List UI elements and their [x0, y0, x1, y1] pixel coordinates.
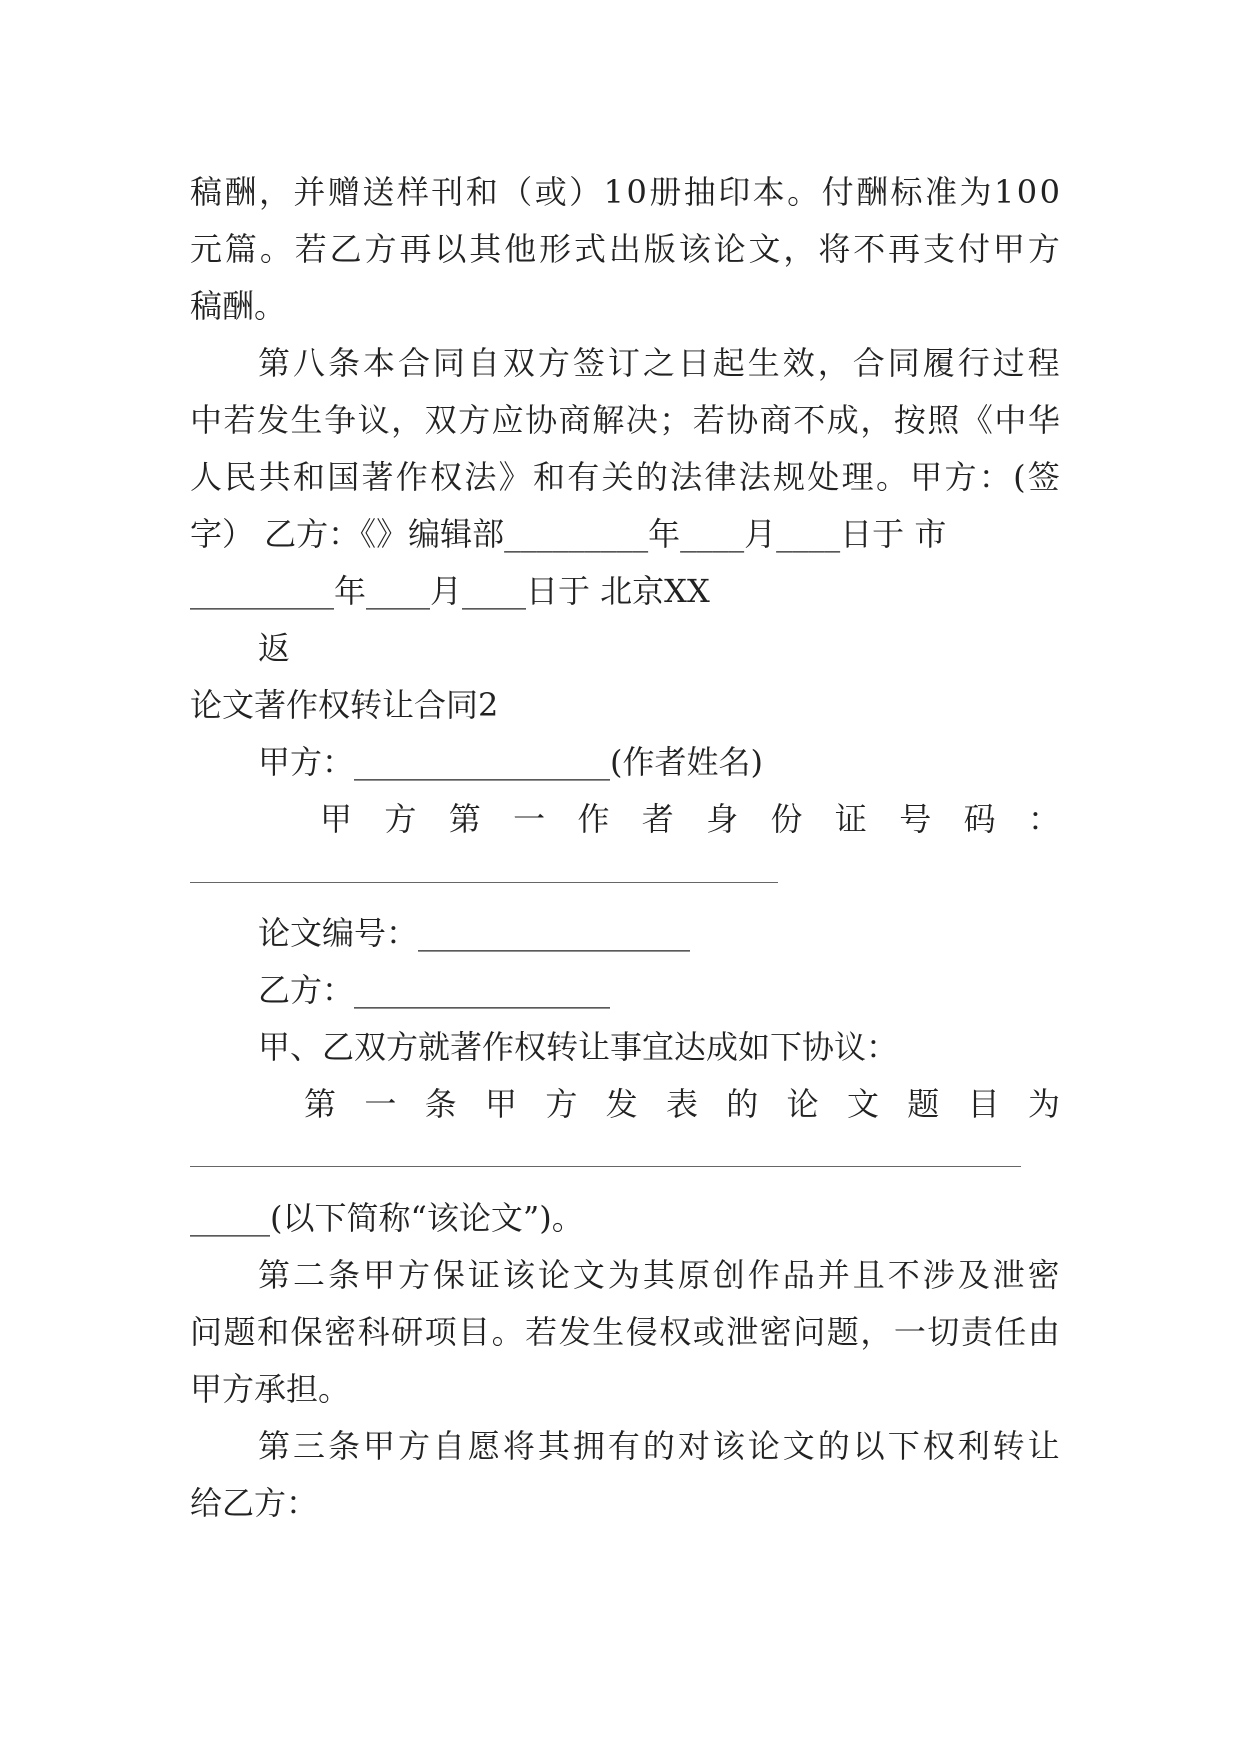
text-line-1: 稿 酬 ， 并 赠 送 样 刊 和 （ 或 ） 1 0 册 抽 印 本 。 付 酬 标 准 为 1 0 0 — [190, 173, 1060, 211]
party-a-field: 甲方：________________(作者姓名) — [258, 743, 763, 781]
article-2-line-1: 第 二 条 甲 方 保 证 该 论 文 为 其 原 创 作 品 并 且 不 涉 及 泄 密 — [258, 1256, 1060, 1294]
agreement-intro: 甲、乙双方就著作权转让事宜达成如下协议： — [258, 1028, 899, 1066]
id-number-blank — [190, 882, 778, 883]
signature-line-1: 字） 乙方：《》编辑部_________年____月____日于 市 — [190, 515, 947, 553]
article-8-line-1: 第 八 条 本 合 同 自 双 方 签 订 之 日 起 生 效 ， 合 同 履 行 过 程 — [258, 344, 1060, 382]
party-b-field: 乙方：________________ — [258, 971, 611, 1009]
text-line-2: 元 篇 。 若 乙 方 再 以 其 他 形 式 出 版 该 论 文 ， 将 不 再 支 付 甲 方 — [190, 230, 1060, 268]
article-2-line-3: 甲方承担。 — [190, 1370, 351, 1408]
article-8-line-3: 人 民 共 和 国 著 作 权 法 》 和 有 关 的 法 律 法 规 处 理 。 甲 方 ： ( 签 — [190, 458, 1060, 496]
article-1-suffix: _____(以下简称“该论文”)。 — [190, 1199, 584, 1237]
signature-line-2: _________年____月____日于 北京XX — [190, 572, 710, 610]
return-text: 返 — [258, 629, 291, 667]
article-3-line-1: 第 三 条 甲 方 自 愿 将 其 拥 有 的 对 该 论 文 的 以 下 权 利 转 让 — [258, 1427, 1060, 1465]
id-number-label: 甲 方 第 一 作 者 身 份 证 号 码 ： — [320, 800, 1060, 838]
article-2-line-2: 问 题 和 保 密 科 研 项 目 。 若 发 生 侵 权 或 泄 密 问 题 ， 一 切 责 任 由 — [190, 1313, 1060, 1351]
article-1-label: 第 一 条 甲 方 发 表 的 论 文 题 目 为 — [304, 1085, 1060, 1123]
article-3-line-2: 给乙方： — [190, 1484, 319, 1522]
text-line-3: 稿酬。 — [190, 287, 287, 325]
contract-title: 论文著作权转让合同2 — [190, 686, 499, 724]
article-8-line-2: 中 若 发 生 争 议 ， 双 方 应 协 商 解 决 ； 若 协 商 不 成 ， 按 照 《 中 华 — [190, 401, 1060, 439]
paper-title-blank — [190, 1166, 1021, 1167]
paper-number-field: 论文编号：_________________ — [258, 914, 691, 952]
